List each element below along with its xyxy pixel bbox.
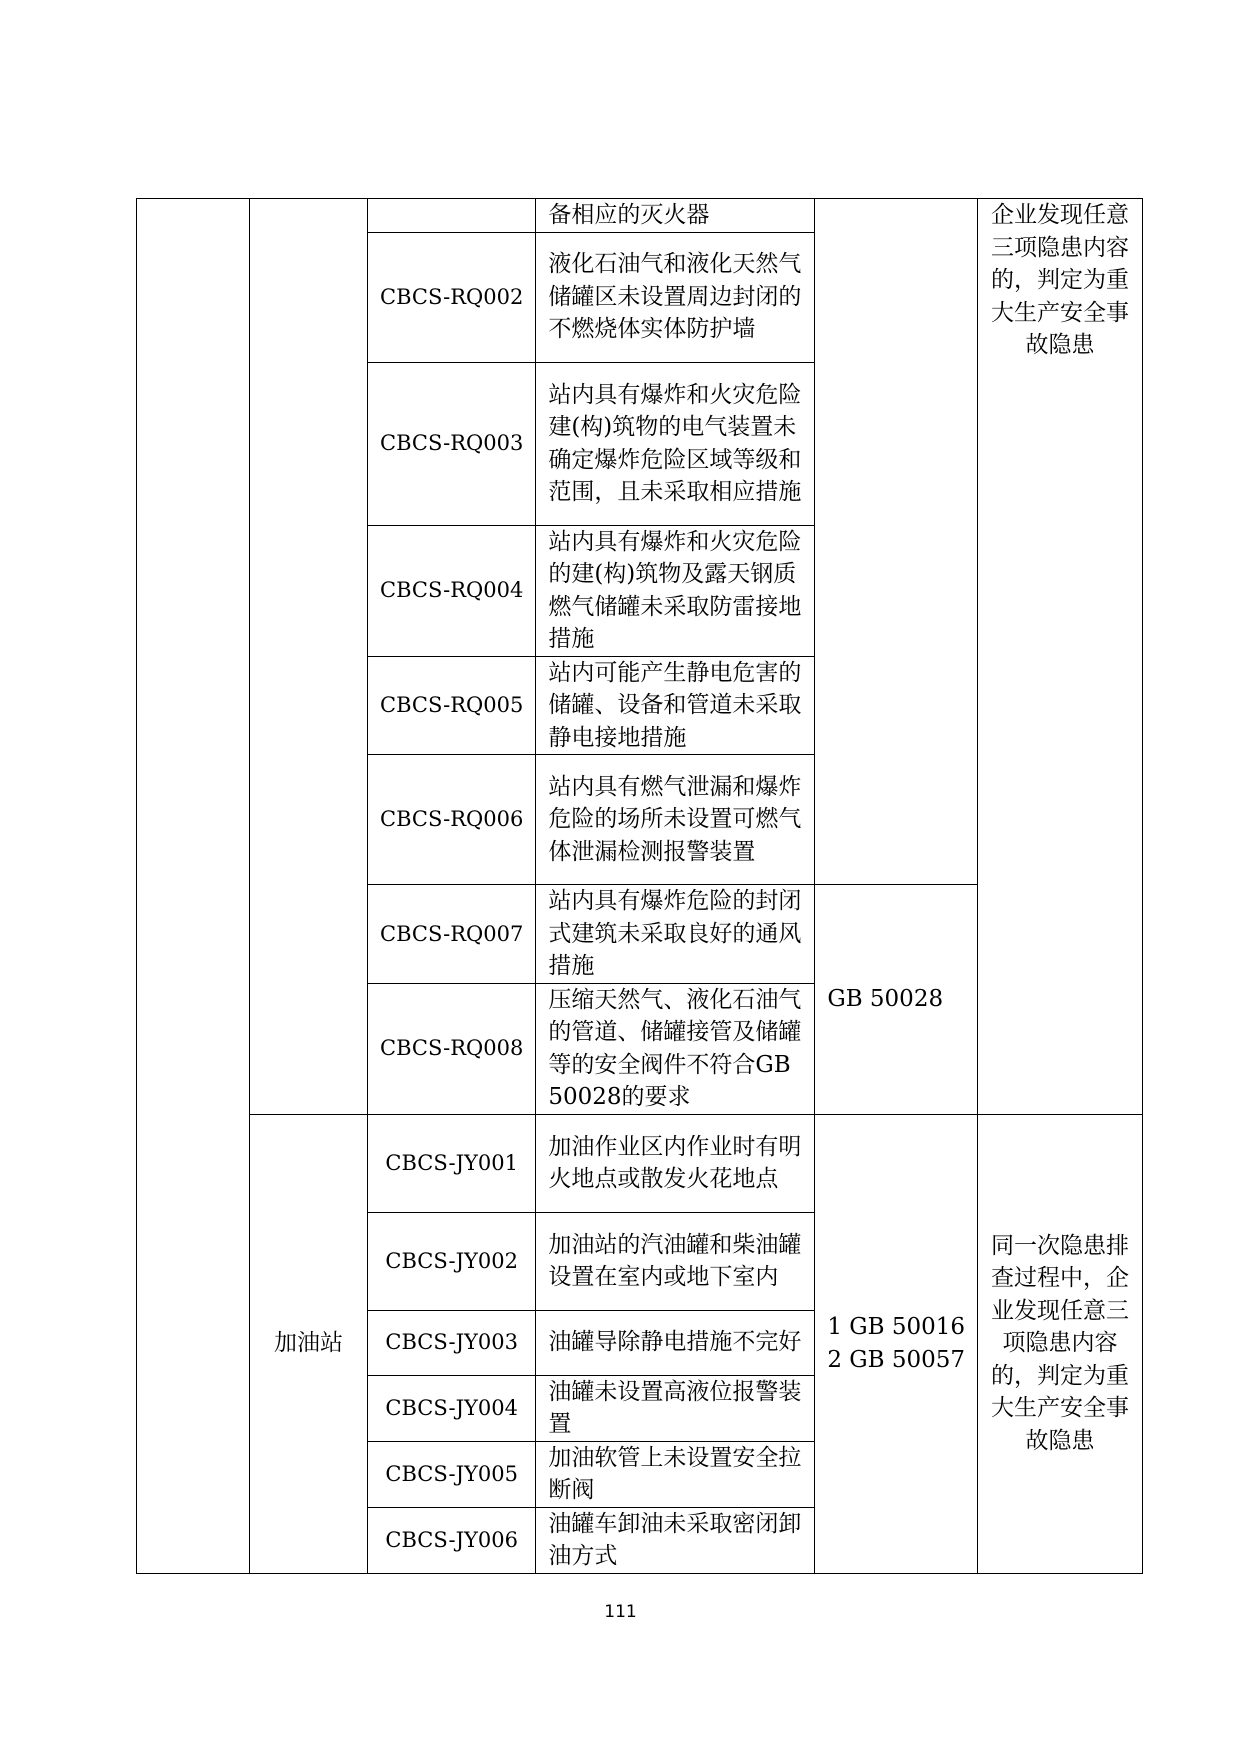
hazard-code: CBCS-RQ008 bbox=[368, 983, 536, 1114]
hazard-code: CBCS-RQ006 bbox=[368, 755, 536, 885]
standard-cell: GB 50028 bbox=[815, 885, 978, 1115]
hazard-code: CBCS-RQ002 bbox=[368, 232, 536, 362]
standard-cell bbox=[815, 199, 978, 885]
hazard-description: 油罐导除静电措施不完好 bbox=[536, 1310, 815, 1375]
hazard-table bbox=[136, 198, 1143, 1574]
hazard-code: CBCS-JY005 bbox=[368, 1441, 536, 1507]
category-cell-gas-station bbox=[250, 199, 368, 1115]
page-number: 111 bbox=[604, 1602, 637, 1622]
category-cell-level1 bbox=[137, 199, 250, 1574]
hazard-description: 油罐未设置高液位报警装置 bbox=[536, 1375, 815, 1441]
hazard-description: 压缩天然气、液化石油气的管道、储罐接管及储罐等的安全阀件不符合GB 50028的要求 bbox=[536, 983, 815, 1114]
hazard-description: 液化石油气和液化天然气储罐区未设置周边封闭的不燃烧体实体防护墙 bbox=[536, 232, 815, 362]
judgement-note: 同一次隐患排查过程中，企业发现任意三项隐患内容的，判定为重大生产安全事故隐患 bbox=[978, 1114, 1143, 1573]
hazard-description: 站内可能产生静电危害的储罐、设备和管道未采取静电接地措施 bbox=[536, 656, 815, 755]
standard-line: 1 GB 50016 bbox=[827, 1314, 966, 1340]
category-cell-fuel-station: 加油站 bbox=[250, 1114, 368, 1573]
table-row bbox=[137, 199, 1143, 233]
hazard-code: CBCS-JY004 bbox=[368, 1375, 536, 1441]
hazard-description: 站内具有爆炸危险的封闭式建筑未采取良好的通风措施 bbox=[536, 885, 815, 984]
hazard-code: CBCS-JY003 bbox=[368, 1310, 536, 1375]
hazard-description: 站内具有燃气泄漏和爆炸危险的场所未设置可燃气体泄漏检测报警装置 bbox=[536, 755, 815, 885]
hazard-description: 站内具有爆炸和火灾危险建(构)筑物的电气装置未确定爆炸危险区域等级和范围，且未采取相应措施 bbox=[536, 362, 815, 525]
hazard-description: 加油作业区内作业时有明火地点或散发火花地点 bbox=[536, 1114, 815, 1212]
hazard-description: 油罐车卸油未采取密闭卸油方式 bbox=[536, 1507, 815, 1573]
hazard-description: 加油站的汽油罐和柴油罐设置在室内或地下室内 bbox=[536, 1212, 815, 1310]
hazard-code: CBCS-RQ004 bbox=[368, 525, 536, 656]
hazard-code: CBCS-RQ005 bbox=[368, 656, 536, 755]
hazard-description: 备相应的灭火器 bbox=[536, 199, 815, 233]
hazard-code: CBCS-JY002 bbox=[368, 1212, 536, 1310]
hazard-code: CBCS-JY001 bbox=[368, 1114, 536, 1212]
judgement-note: 企业发现任意三项隐患内容的，判定为重大生产安全事故隐患 bbox=[978, 199, 1143, 1115]
table-row bbox=[137, 1114, 1143, 1212]
standard-line: 2 GB 50057 bbox=[827, 1346, 966, 1373]
standard-cell bbox=[815, 1114, 978, 1573]
hazard-code: CBCS-RQ003 bbox=[368, 362, 536, 525]
hazard-code: CBCS-RQ007 bbox=[368, 885, 536, 984]
hazard-code bbox=[368, 199, 536, 233]
hazard-description: 加油软管上未设置安全拉断阀 bbox=[536, 1441, 815, 1507]
hazard-code: CBCS-JY006 bbox=[368, 1507, 536, 1573]
hazard-description: 站内具有爆炸和火灾危险的建(构)筑物及露天钢质燃气储罐未采取防雷接地措施 bbox=[536, 525, 815, 656]
